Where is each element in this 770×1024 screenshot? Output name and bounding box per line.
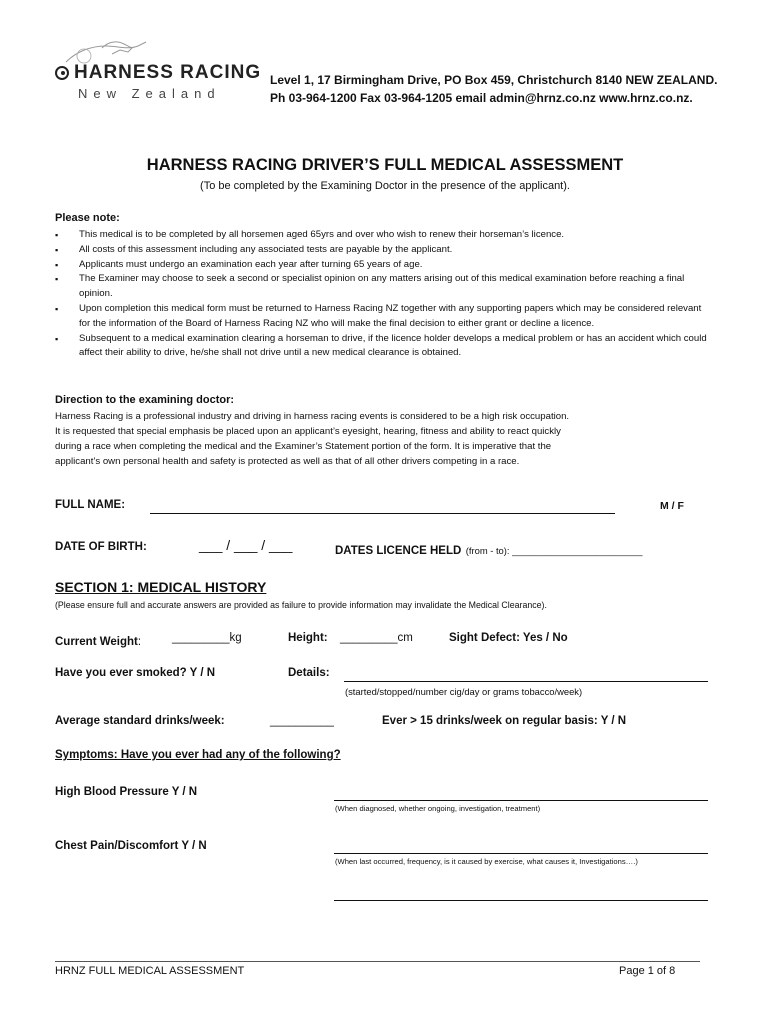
logo-name: HARNESS RACING [74, 62, 262, 83]
details-hint: (started/stopped/number cig/day or grams tobacco/week) [345, 686, 583, 697]
weight-colon: : [137, 636, 142, 648]
section-1-heading: SECTION 1: MEDICAL HISTORY [55, 579, 267, 595]
swirl-icon [54, 65, 70, 81]
blood-pressure-hint: (When diagnosed, whether ongoing, investigation, treatment) [335, 804, 541, 813]
details-field[interactable] [344, 681, 708, 682]
note-item: ▪ All costs of this assessment including any associated tests are payable by the applicant. [55, 243, 715, 258]
direction-line: applicant’s own personal health and safety is protected as well as that of all other drivers competing in a race. [55, 456, 520, 467]
height-field[interactable]: _________cm [340, 632, 413, 644]
drinks-field[interactable]: __________ [270, 715, 334, 727]
heavy-drinking-question[interactable]: Ever > 15 drinks/week on regular basis: Y / N [382, 715, 627, 727]
height-label: Height: [288, 632, 328, 644]
drinks-label: Average standard drinks/week: [55, 715, 225, 727]
full-name-label: FULL NAME: [55, 499, 126, 511]
dob-label: DATE OF BIRTH: [55, 541, 147, 553]
note-item: ▪ Subsequent to a medical examination clearing a horseman to drive, if the licence holder develops a medical problem or has an accident which could affect their ability to drive, he/she shall not drive until a new medical clearance is obtained. [55, 332, 715, 362]
note-item: ▪ This medical is to be completed by all horsemen aged 65yrs and over who wish to renew their horseman’s licence. [55, 228, 715, 243]
details-label: Details: [288, 667, 330, 679]
notes-heading: Please note: [55, 212, 120, 224]
weight-row [55, 632, 141, 650]
weight-field[interactable]: _________kg [172, 632, 242, 644]
symptoms-heading: Symptoms: Have you ever had any of the following? [55, 749, 341, 761]
header-address [270, 71, 717, 107]
dates-licence [335, 541, 642, 559]
blood-pressure-field[interactable] [334, 800, 708, 801]
note-item: ▪ Applicants must undergo an examination each year after turning 65 years of age. [55, 258, 715, 273]
dates-licence-label: DATES LICENCE HELD [335, 545, 462, 557]
chest-pain-field[interactable] [334, 853, 708, 854]
footer-divider [55, 961, 700, 962]
note-item: ▪ Upon completion this medical form must be returned to Harness Racing NZ together with any supporting papers which may be considered relevant for the information of the Board of Harness Racing NZ who will make the final decision to either grant or decline a licence. [55, 302, 715, 332]
weight-label: Current Weight [55, 636, 138, 648]
sight-defect[interactable]: Sight Defect: Yes / No [449, 632, 568, 644]
page-number: Page 1 of 8 [619, 965, 676, 977]
direction-line: It is requested that special emphasis be placed upon an applicant’s eyesight, hearing, fitness and ability to react quickly [55, 426, 561, 437]
page-subtitle: (To be completed by the Examining Doctor in the presence of the applicant). [200, 180, 570, 192]
logo-subtitle: New Zealand [78, 86, 221, 101]
note-item: ▪ The Examiner may choose to seek a second or specialist opinion on any matters arising out of this medical examination before reaching a final opinion. [55, 272, 715, 302]
address-line-2: Ph 03-964-1200 Fax 03-964-1205 email admin@hrnz.co.nz www.hrnz.co.nz. [270, 91, 693, 105]
blood-pressure-question[interactable]: High Blood Pressure Y / N [55, 786, 198, 798]
gender-options[interactable]: M / F [660, 500, 684, 512]
direction-line: Harness Racing is a professional industry and driving in harness racing events is considered to be a high risk occupation. [55, 411, 570, 422]
direction-heading: Direction to the examining doctor: [55, 394, 235, 406]
dates-licence-hint: (from - to): [465, 545, 513, 556]
page-title: HARNESS RACING DRIVER’S FULL MEDICAL ASSESSMENT [146, 156, 624, 174]
chest-pain-field-2[interactable] [334, 900, 708, 901]
dates-licence-field[interactable]: _________________________ [512, 545, 643, 556]
hrnz-logo [54, 38, 264, 108]
notes-list [55, 228, 715, 361]
full-name-field[interactable] [150, 513, 615, 514]
chest-pain-hint: (When last occurred, frequency, is it caused by exercise, what causes it, Investigations….) [335, 857, 638, 866]
dob-field[interactable]: ___ / ___ / ___ [199, 537, 293, 553]
section-1-note: (Please ensure full and accurate answers are provided as failure to provide information may invalidate the Medical Clearance). [55, 600, 547, 610]
direction-line: during a race when completing the medical and the Examiner’s Statement portion of the form. It is imperative that the [55, 441, 552, 452]
address-line-1: Level 1, 17 Birmingham Drive, PO Box 459, Christchurch 8140 NEW ZEALAND. [270, 73, 718, 87]
footer-title: HRNZ FULL MEDICAL ASSESSMENT [55, 965, 245, 977]
direction-text [55, 409, 715, 469]
chest-pain-question[interactable]: Chest Pain/Discomfort Y / N [55, 840, 207, 852]
smoked-question[interactable]: Have you ever smoked? Y / N [55, 667, 216, 679]
